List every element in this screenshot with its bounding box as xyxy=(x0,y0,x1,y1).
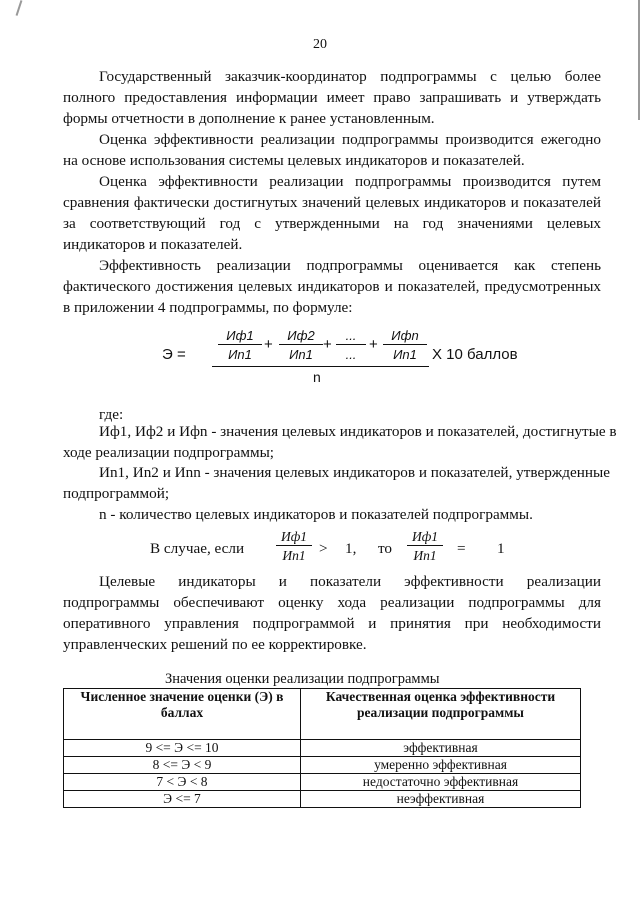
where-line-3: n - количество целевых индикаторов и показателей подпрограммы. xyxy=(99,506,533,523)
paragraph-3-line-3: за соответствующий год с утвержденными на год значениями целевых xyxy=(63,215,601,232)
scan-corner-mark xyxy=(16,0,23,16)
paragraph-5-line-1: Целевые индикаторы и показатели эффективности реализации xyxy=(99,573,601,590)
table-caption: Значения оценки реализации подпрограммы xyxy=(165,671,440,687)
table-cell-score: 7 < Э < 8 xyxy=(64,774,301,791)
table-row xyxy=(64,740,581,757)
table-header-row xyxy=(64,689,581,740)
where-label: где: xyxy=(99,406,124,423)
formula-fraction-1-numerator: Иф1 xyxy=(218,328,262,345)
formula-fraction-4-numerator: Ифn xyxy=(383,328,427,345)
table-row xyxy=(64,791,581,808)
condition-prefix: В случае, если xyxy=(150,540,245,557)
table-cell-rating: неэффективная xyxy=(301,791,581,808)
paragraph-3-line-2: сравнения фактически достигнутых значений целевых индикаторов и показателей xyxy=(63,194,601,211)
condition-fraction-2 xyxy=(407,529,443,563)
formula-fraction-2-denominator: Иn1 xyxy=(289,347,313,362)
paragraph-5-line-3: оперативного управления подпрограммой и принятия при необходимости xyxy=(63,615,601,632)
paragraph-4-line-1: Эффективность реализации подпрограммы оценивается как степень xyxy=(99,257,601,274)
formula-lhs: Э = xyxy=(162,346,186,363)
where-line-1b: ходе реализации подпрограммы; xyxy=(63,444,274,461)
table-row xyxy=(64,774,581,791)
paragraph-1-line-1: Государственный заказчик-координатор подпрограммы с целью более xyxy=(99,68,601,85)
table-cell-score: 8 <= Э < 9 xyxy=(64,757,301,774)
table-cell-rating: эффективная xyxy=(301,740,581,757)
condition-greater-sign: > xyxy=(319,540,328,557)
formula-fraction-1 xyxy=(218,328,262,362)
paragraph-5-line-2: подпрограммы обеспечивают оценку хода реализации подпрограммы для xyxy=(63,594,601,611)
condition-fraction-2-numerator: Иф1 xyxy=(407,529,443,546)
table-cell-rating: недостаточно эффективная xyxy=(301,774,581,791)
condition-one: 1, xyxy=(345,540,357,557)
paragraph-4-line-3: в приложении 4 подпрограммы, по формуле: xyxy=(63,299,353,316)
formula-fraction-4 xyxy=(383,328,427,362)
paragraph-3-line-1: Оценка эффективности реализации подпрограммы производится путем xyxy=(99,173,601,190)
table-header-col1: Численное значение оценки (Э) в баллах xyxy=(64,689,301,740)
table-row xyxy=(64,757,581,774)
paragraph-2-line-1: Оценка эффективности реализации подпрограммы производится ежегодно xyxy=(99,131,601,148)
paragraph-5-line-4: управленческих решений по ее корректировке. xyxy=(63,636,367,653)
formula-fraction-1-denominator: Иn1 xyxy=(228,347,252,362)
condition-fraction-1-denominator: Иn1 xyxy=(282,548,306,563)
formula-fraction-2 xyxy=(279,328,323,362)
condition-fraction-1-numerator: Иф1 xyxy=(276,529,312,546)
paragraph-4-line-2: фактического достижения целевых индикаторов и показателей, предусмотренных xyxy=(63,278,601,295)
formula-fraction-3-denominator: ... xyxy=(345,347,357,362)
condition-then: то xyxy=(378,540,393,557)
formula-multiplier: X 10 баллов xyxy=(432,346,518,363)
formula-denominator: n xyxy=(313,369,321,385)
evaluation-table xyxy=(63,688,581,808)
paragraph-3-line-4: индикаторов и показателей. xyxy=(63,236,243,253)
formula-fraction-4-denominator: Иn1 xyxy=(393,347,417,362)
where-line-2b: подпрограммой; xyxy=(63,485,170,502)
table-cell-rating: умеренно эффективная xyxy=(301,757,581,774)
formula-plus-2: + xyxy=(323,336,332,353)
condition-fraction-1 xyxy=(276,529,312,563)
condition-equals-sign: = xyxy=(457,540,466,557)
formula-fraction-2-numerator: Иф2 xyxy=(279,328,323,345)
condition-result: 1 xyxy=(497,540,505,557)
where-line-1a: Иф1, Иф2 и Ифn - значения целевых индикаторов и показателей, достигнутые в xyxy=(99,423,617,440)
paragraph-1-line-2: полного предоставления информации имеет право запрашивать и утверждать xyxy=(63,89,601,106)
paragraph-2-line-2: на основе использования системы целевых индикаторов и показателей. xyxy=(63,152,525,169)
table-cell-score: Э <= 7 xyxy=(64,791,301,808)
formula-plus-1: + xyxy=(264,336,273,353)
table-header-col2: Качественная оценка эффективности реализации подпрограммы xyxy=(301,689,581,740)
formula-fraction-3 xyxy=(336,328,366,362)
condition-fraction-2-denominator: Иn1 xyxy=(413,548,437,563)
formula-fraction-3-numerator: ... xyxy=(336,328,366,345)
paragraph-1-line-3: формы отчетности в дополнение к ранее установленным. xyxy=(63,110,435,127)
formula-main-fraction-bar xyxy=(212,366,429,367)
where-line-2a: Иn1, Иn2 и Иnn - значения целевых индикаторов и показателей, утвержденные xyxy=(99,464,610,481)
page-number: 20 xyxy=(313,37,327,52)
table-cell-score: 9 <= Э <= 10 xyxy=(64,740,301,757)
formula-plus-3: + xyxy=(369,336,378,353)
